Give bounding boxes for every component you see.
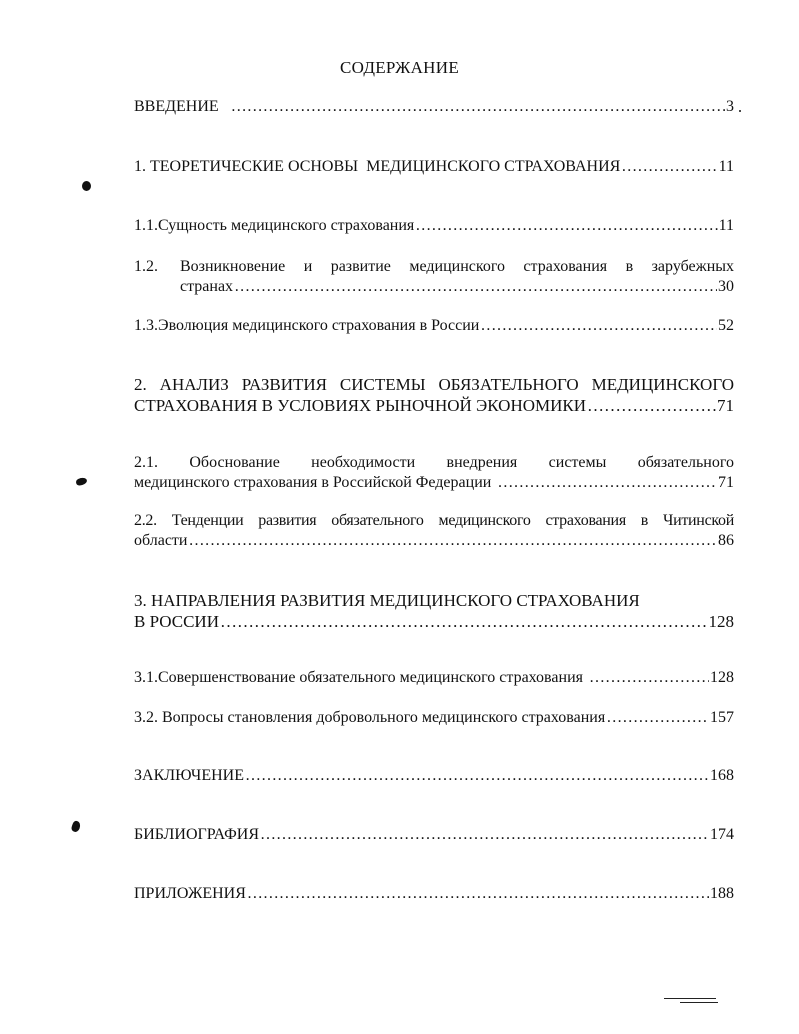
toc-entry-text-line-1: 2. АНАЛИЗ РАЗВИТИЯ СИСТЕМЫ ОБЯЗАТЕЛЬНОГО МЕДИЦИНСКОГО [134, 375, 734, 394]
scan-speck-icon [739, 110, 741, 112]
toc-entry-text-line-2: СТРАХОВАНИЯ В УСЛОВИЯХ РЫНОЧНОЙ ЭКОНОМИКИ [134, 396, 587, 415]
toc-entry-text-line-1: 2.1. Обоснование необходимости внедрения системы обязательного [134, 454, 734, 471]
toc-page-number: 71 [717, 396, 734, 415]
toc-page-number: 3 [726, 98, 734, 115]
toc-page-number: 157 [710, 709, 734, 726]
toc-entry-text-line-1: 3. НАПРАВЛЕНИЯ РАЗВИТИЯ МЕДИЦИНСКОГО СТРАХОВАНИЯ [134, 591, 640, 610]
leader-dots [480, 316, 717, 336]
toc-entry-conclusion [134, 766, 734, 786]
toc-entry-text-line-1: Возникновение и развитие медицинского страхования в зарубежных [180, 258, 734, 275]
toc-entry-section-2-2 [134, 511, 734, 551]
toc-entry-text: ЗАКЛЮЧЕНИЕ [134, 767, 244, 784]
toc-page-number: 86 [718, 532, 734, 549]
toc-entry-section-1-1 [134, 216, 734, 236]
toc-entry-section-3-2 [134, 708, 734, 728]
toc-entry-chapter-2 [134, 374, 734, 416]
toc-page-number: 11 [718, 158, 734, 175]
toc-page-number: 71 [718, 474, 734, 491]
toc-page-number: 52 [718, 317, 734, 334]
scan-stray-line [680, 1002, 718, 1003]
leader-dots [497, 473, 717, 493]
page-title: СОДЕРЖАНИЕ [339, 58, 460, 77]
leader-dots [606, 708, 709, 728]
section-number: 1.2. [134, 258, 158, 275]
scan-stray-line [664, 998, 716, 999]
toc-entry-text: 3.1.Совершенствование обязательного медицинского страхования [134, 669, 583, 686]
leader-dots [587, 395, 716, 416]
toc-entry-text: 1. ТЕОРЕТИЧЕСКИЕ ОСНОВЫ МЕДИЦИНСКОГО СТРАХОВАНИЯ [134, 158, 621, 175]
toc-page-number: 188 [710, 885, 734, 902]
toc-page-number: 11 [718, 217, 734, 234]
leader-dots [247, 884, 709, 904]
toc-page-number: 30 [718, 278, 734, 295]
toc-entry-text-line-2: В РОССИИ [134, 612, 219, 631]
leader-dots [188, 531, 717, 551]
leader-dots [231, 97, 725, 117]
toc-entry-text-line-1: 2.2. Тенденции развития обязательного медицинского страхования в Читинской [134, 512, 734, 529]
toc-entry-section-1-2 [134, 257, 734, 297]
toc-entry-chapter-3 [134, 590, 734, 632]
toc-entry-appendices [134, 884, 734, 904]
leader-dots [220, 611, 708, 632]
toc-entry-bibliography [134, 825, 734, 845]
toc-page-number: 128 [708, 612, 734, 631]
toc-entry-text: ПРИЛОЖЕНИЯ [134, 885, 246, 902]
toc-entry-text: Эволюция медицинского страхования в России [158, 317, 480, 334]
toc-page-number: 128 [710, 669, 734, 686]
toc-entry-section-3-1 [134, 668, 734, 688]
binder-hole-mark-icon [70, 820, 81, 833]
leader-dots [260, 825, 709, 845]
toc-entry-text: 3.2. Вопросы становления добровольного медицинского страхования [134, 709, 606, 726]
toc-entry-text-line-2: медицинского страхования в Российской Федерации [134, 474, 492, 491]
toc-entry-text-line-2: области [134, 532, 188, 549]
leader-dots [589, 668, 709, 688]
toc-entry-text: БИБЛИОГРАФИЯ [134, 826, 260, 843]
binder-hole-mark-icon [82, 181, 91, 191]
toc-entry-section-1-3 [134, 316, 734, 336]
toc-entry-text: Сущность медицинского страхования [158, 217, 415, 234]
leader-dots [621, 157, 717, 177]
section-number: 1.3. [134, 317, 158, 334]
toc-entry-text-line-2: странах [180, 278, 234, 295]
binder-hole-mark-icon [75, 477, 87, 487]
toc-entry-chapter-1 [134, 157, 734, 177]
toc-page-number: 174 [710, 826, 734, 843]
section-number: 1.1. [134, 217, 158, 234]
toc-entry-text: ВВЕДЕНИЕ [134, 98, 219, 115]
leader-dots [245, 766, 709, 786]
leader-dots [415, 216, 717, 236]
toc-entry-section-2-1 [134, 453, 734, 493]
toc-page-number: 168 [710, 767, 734, 784]
leader-dots [234, 277, 717, 297]
toc-entry-introduction [134, 97, 734, 117]
